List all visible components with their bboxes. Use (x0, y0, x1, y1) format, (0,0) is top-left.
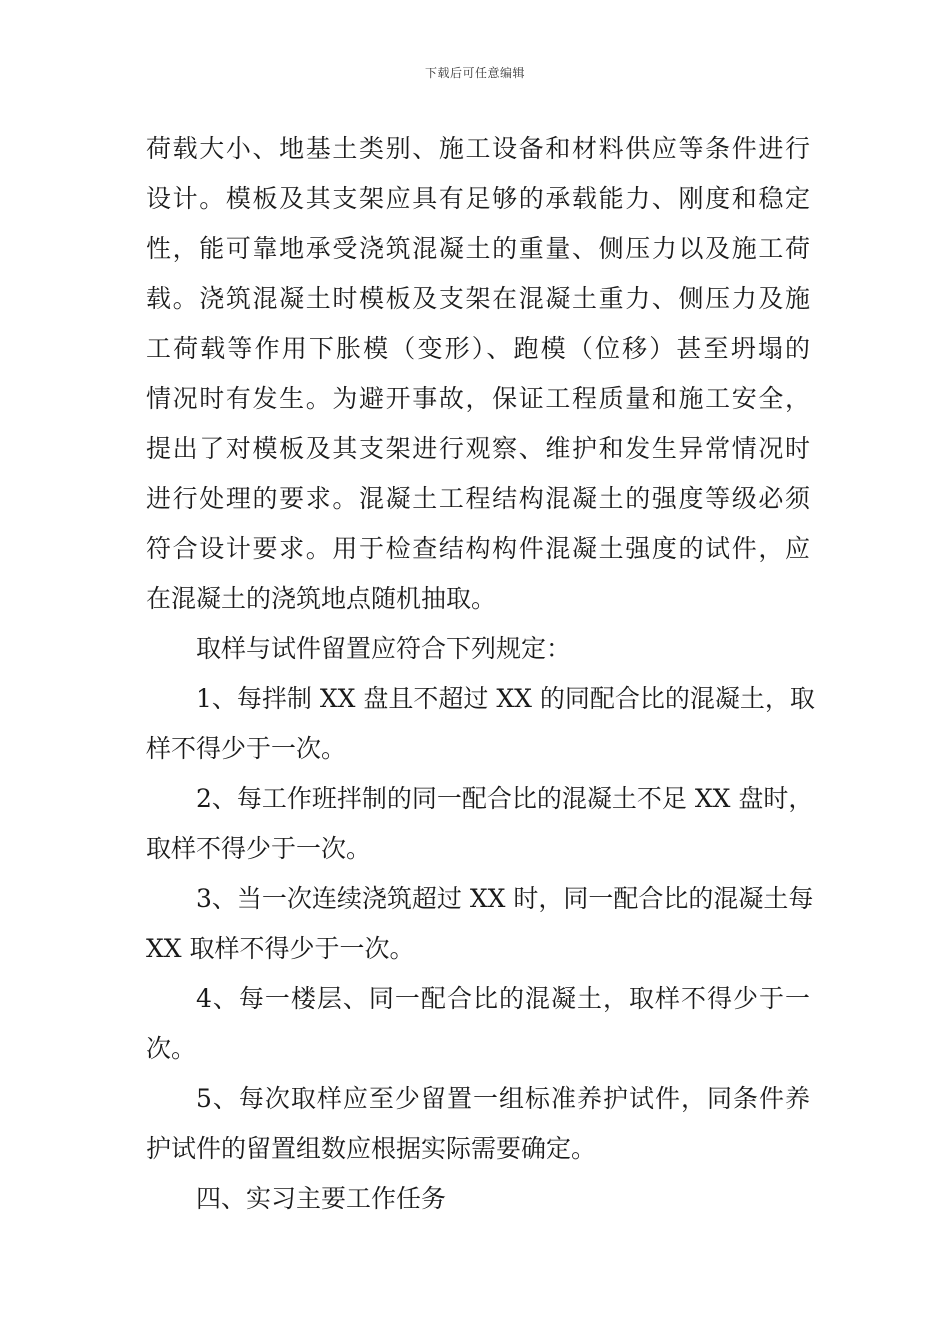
page-header: 下载后可任意编辑 (424, 66, 525, 80)
text-line: 2、每工作班拌制的同一配合比的混凝土不足 XX 盘时， (196, 784, 814, 813)
text-line: XX 取样不得少于一次。 (146, 934, 415, 963)
text-line: 设计。模板及其支架应具有足够的承载能力、刚度和稳定 (146, 184, 810, 213)
paragraph (146, 624, 810, 674)
paragraph (146, 1074, 810, 1174)
paragraph (146, 874, 814, 974)
text-line: 情况时有发生。为避开事故，保证工程质量和施工安全， (146, 384, 810, 413)
text-line: 性，能可靠地承受浇筑混凝土的重量、侧压力以及施工荷 (146, 234, 810, 263)
text-line: 3、当一次连续浇筑超过 XX 时，同一配合比的混凝土每 (196, 884, 814, 913)
text-line: 4、每一楼层、同一配合比的混凝土，取样不得少于一 (196, 984, 810, 1013)
text-line: 进行处理的要求。混凝土工程结构混凝土的强度等级必须 (146, 484, 810, 513)
text-line: 5、每次取样应至少留置一组标准养护试件，同条件养 (196, 1084, 810, 1113)
paragraph (146, 1174, 810, 1224)
text-line: 四、实习主要工作任务 (196, 1184, 447, 1213)
text-line: 样不得少于一次。 (146, 734, 347, 763)
text-line: 取样与试件留置应符合下列规定： (196, 634, 572, 663)
text-line: 符合设计要求。用于检查结构构件混凝土强度的试件，应 (146, 534, 810, 563)
text-line: 载。浇筑混凝土时模板及支架在混凝土重力、侧压力及施 (146, 284, 810, 313)
paragraph (146, 774, 814, 874)
text-line: 荷载大小、地基土类别、施工设备和材料供应等条件进行 (146, 134, 810, 163)
paragraph (146, 124, 810, 624)
text-line: 工荷载等作用下胀模（变形）、跑模（位移）甚至坍塌的 (146, 334, 810, 363)
text-line: 在混凝土的浇筑地点随机抽取。 (146, 584, 497, 613)
text-line: 取样不得少于一次。 (146, 834, 372, 863)
text-line: 护试件的留置组数应根据实际需要确定。 (146, 1134, 597, 1163)
paragraph (146, 974, 810, 1074)
paragraph (146, 674, 815, 774)
text-line: 次。 (146, 1034, 197, 1063)
text-line: 提出了对模板及其支架进行观察、维护和发生异常情况时 (146, 434, 810, 463)
text-line: 1、每拌制 XX 盘且不超过 XX 的同配合比的混凝土，取 (196, 684, 815, 713)
document-body (146, 124, 815, 1224)
